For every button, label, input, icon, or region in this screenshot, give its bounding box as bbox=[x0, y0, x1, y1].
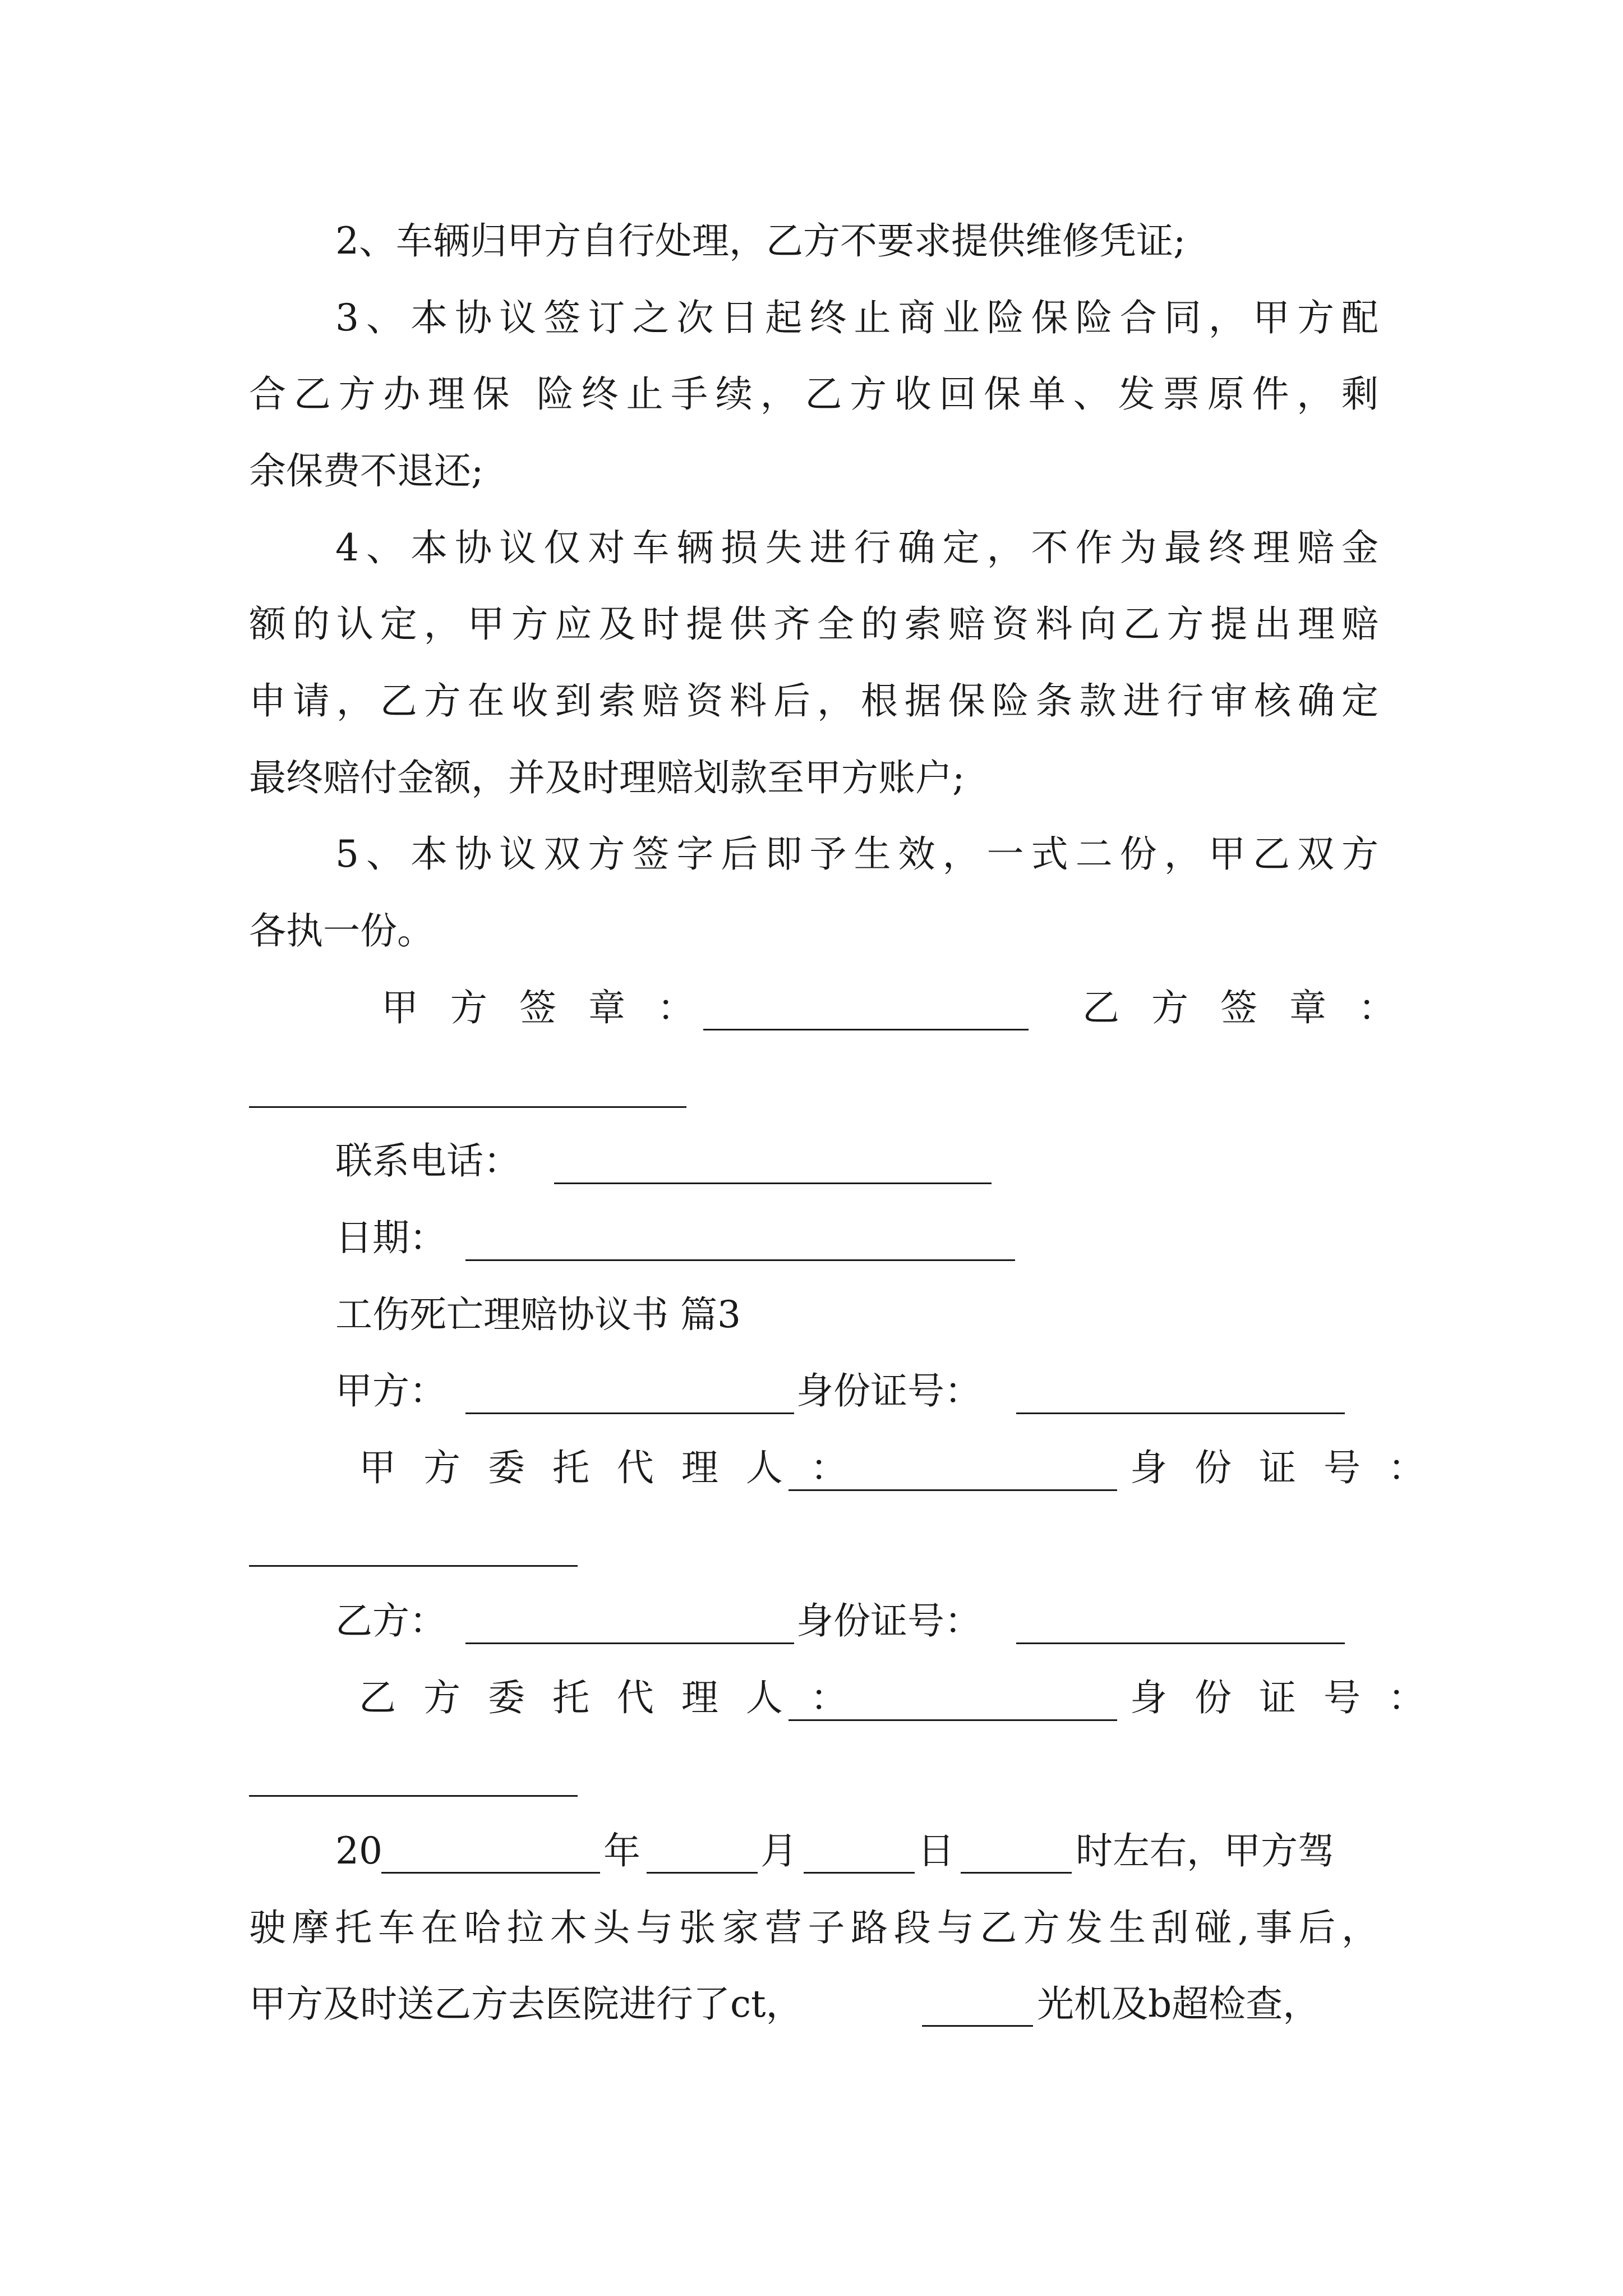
party-a-signature-field[interactable] bbox=[703, 1029, 1029, 1030]
clause-3-line-2: 合乙方办理保 险终止手续，乙方收回保单、发票原件，剩 bbox=[249, 372, 1378, 416]
month-field[interactable] bbox=[647, 1872, 758, 1874]
party-b-id-label: 身份证号： bbox=[796, 1599, 981, 1642]
year-prefix: 20 bbox=[335, 1829, 382, 1872]
section-title: 工伤死亡理赔协议书 篇3 bbox=[335, 1293, 741, 1336]
month-label: 月 bbox=[760, 1829, 797, 1872]
party-b-signature-label: 乙 方 签 章 ： bbox=[1082, 986, 1405, 1029]
day-field[interactable] bbox=[804, 1872, 915, 1874]
day-label: 日 bbox=[917, 1829, 955, 1872]
clause-4-line-4: 最终赔付金额，并及时理赔划款至甲方账户; bbox=[249, 756, 965, 799]
party-a-agent-id-field[interactable] bbox=[249, 1565, 578, 1567]
party-b-id-field[interactable] bbox=[1016, 1642, 1345, 1644]
party-b-agent-id-label: 身 份 证 号 ： bbox=[1130, 1676, 1433, 1719]
party-a-label: 甲方： bbox=[335, 1369, 446, 1412]
party-b-agent-id-field[interactable] bbox=[249, 1795, 578, 1797]
party-a-agent-field[interactable] bbox=[789, 1489, 1117, 1491]
party-a-agent-label: 甲 方 委 托 代 理 人 ： bbox=[359, 1446, 855, 1489]
hour-field[interactable] bbox=[961, 1872, 1072, 1874]
clause-3-line-1: 3、本协议签订之次日起终止商业险保险合同，甲方配 bbox=[335, 296, 1378, 339]
date-field[interactable] bbox=[465, 1259, 1015, 1261]
party-b-signature-field[interactable] bbox=[249, 1106, 686, 1108]
phone-field[interactable] bbox=[554, 1182, 992, 1184]
party-b-agent-field[interactable] bbox=[789, 1719, 1117, 1721]
year-label: 年 bbox=[603, 1829, 640, 1872]
clause-4-line-3: 申请，乙方在收到索赔资料后，根据保险条款进行审核确定 bbox=[249, 679, 1378, 723]
time-suffix: 时左右，甲方驾 bbox=[1076, 1829, 1335, 1872]
party-a-agent-id-label: 身 份 证 号 ： bbox=[1130, 1446, 1433, 1489]
incident-line-1 bbox=[335, 1820, 1378, 1882]
clause-4-line-2: 额的认定，甲方应及时提供齐全的索赔资料向乙方提出理赔 bbox=[249, 602, 1378, 646]
year-field[interactable] bbox=[381, 1872, 600, 1874]
incident-line-3-part-2: 光机及b超检查， bbox=[1037, 1982, 1320, 2026]
party-a-id-field[interactable] bbox=[1016, 1412, 1345, 1414]
clause-2: 2、车辆归甲方自行处理，乙方不要求提供维修凭证; bbox=[335, 219, 1186, 263]
incident-line-3-part-1: 甲方及时送乙方去医院进行了ct， bbox=[249, 1982, 803, 2026]
party-a-signature-label: 甲 方 签 章 ： bbox=[381, 986, 704, 1029]
incident-line-2: 驶摩托车在哈拉木头与张家营子路段与乙方发生刮碰,事后， bbox=[249, 1906, 1378, 1949]
party-a-id-label: 身份证号： bbox=[796, 1369, 981, 1412]
party-b-label: 乙方： bbox=[335, 1599, 446, 1642]
date-label: 日期： bbox=[335, 1216, 446, 1259]
party-a-name-field[interactable] bbox=[465, 1412, 794, 1414]
phone-label: 联系电话： bbox=[335, 1139, 520, 1182]
xray-blank-field[interactable] bbox=[922, 2025, 1033, 2027]
party-b-agent-label: 乙 方 委 托 代 理 人 ： bbox=[359, 1676, 855, 1719]
clause-5-line-2: 各执一份。 bbox=[249, 909, 434, 953]
incident-line-3 bbox=[249, 1973, 1378, 2035]
clause-4-line-1: 4、本协议仅对车辆损失进行确定，不作为最终理赔金 bbox=[335, 526, 1378, 569]
signature-row bbox=[381, 977, 1405, 1039]
party-b-name-field[interactable] bbox=[465, 1642, 794, 1644]
clause-5-line-1: 5、本协议双方签字后即予生效，一式二份，甲乙双方 bbox=[335, 832, 1378, 876]
clause-3-line-3: 余保费不退还; bbox=[249, 449, 484, 493]
